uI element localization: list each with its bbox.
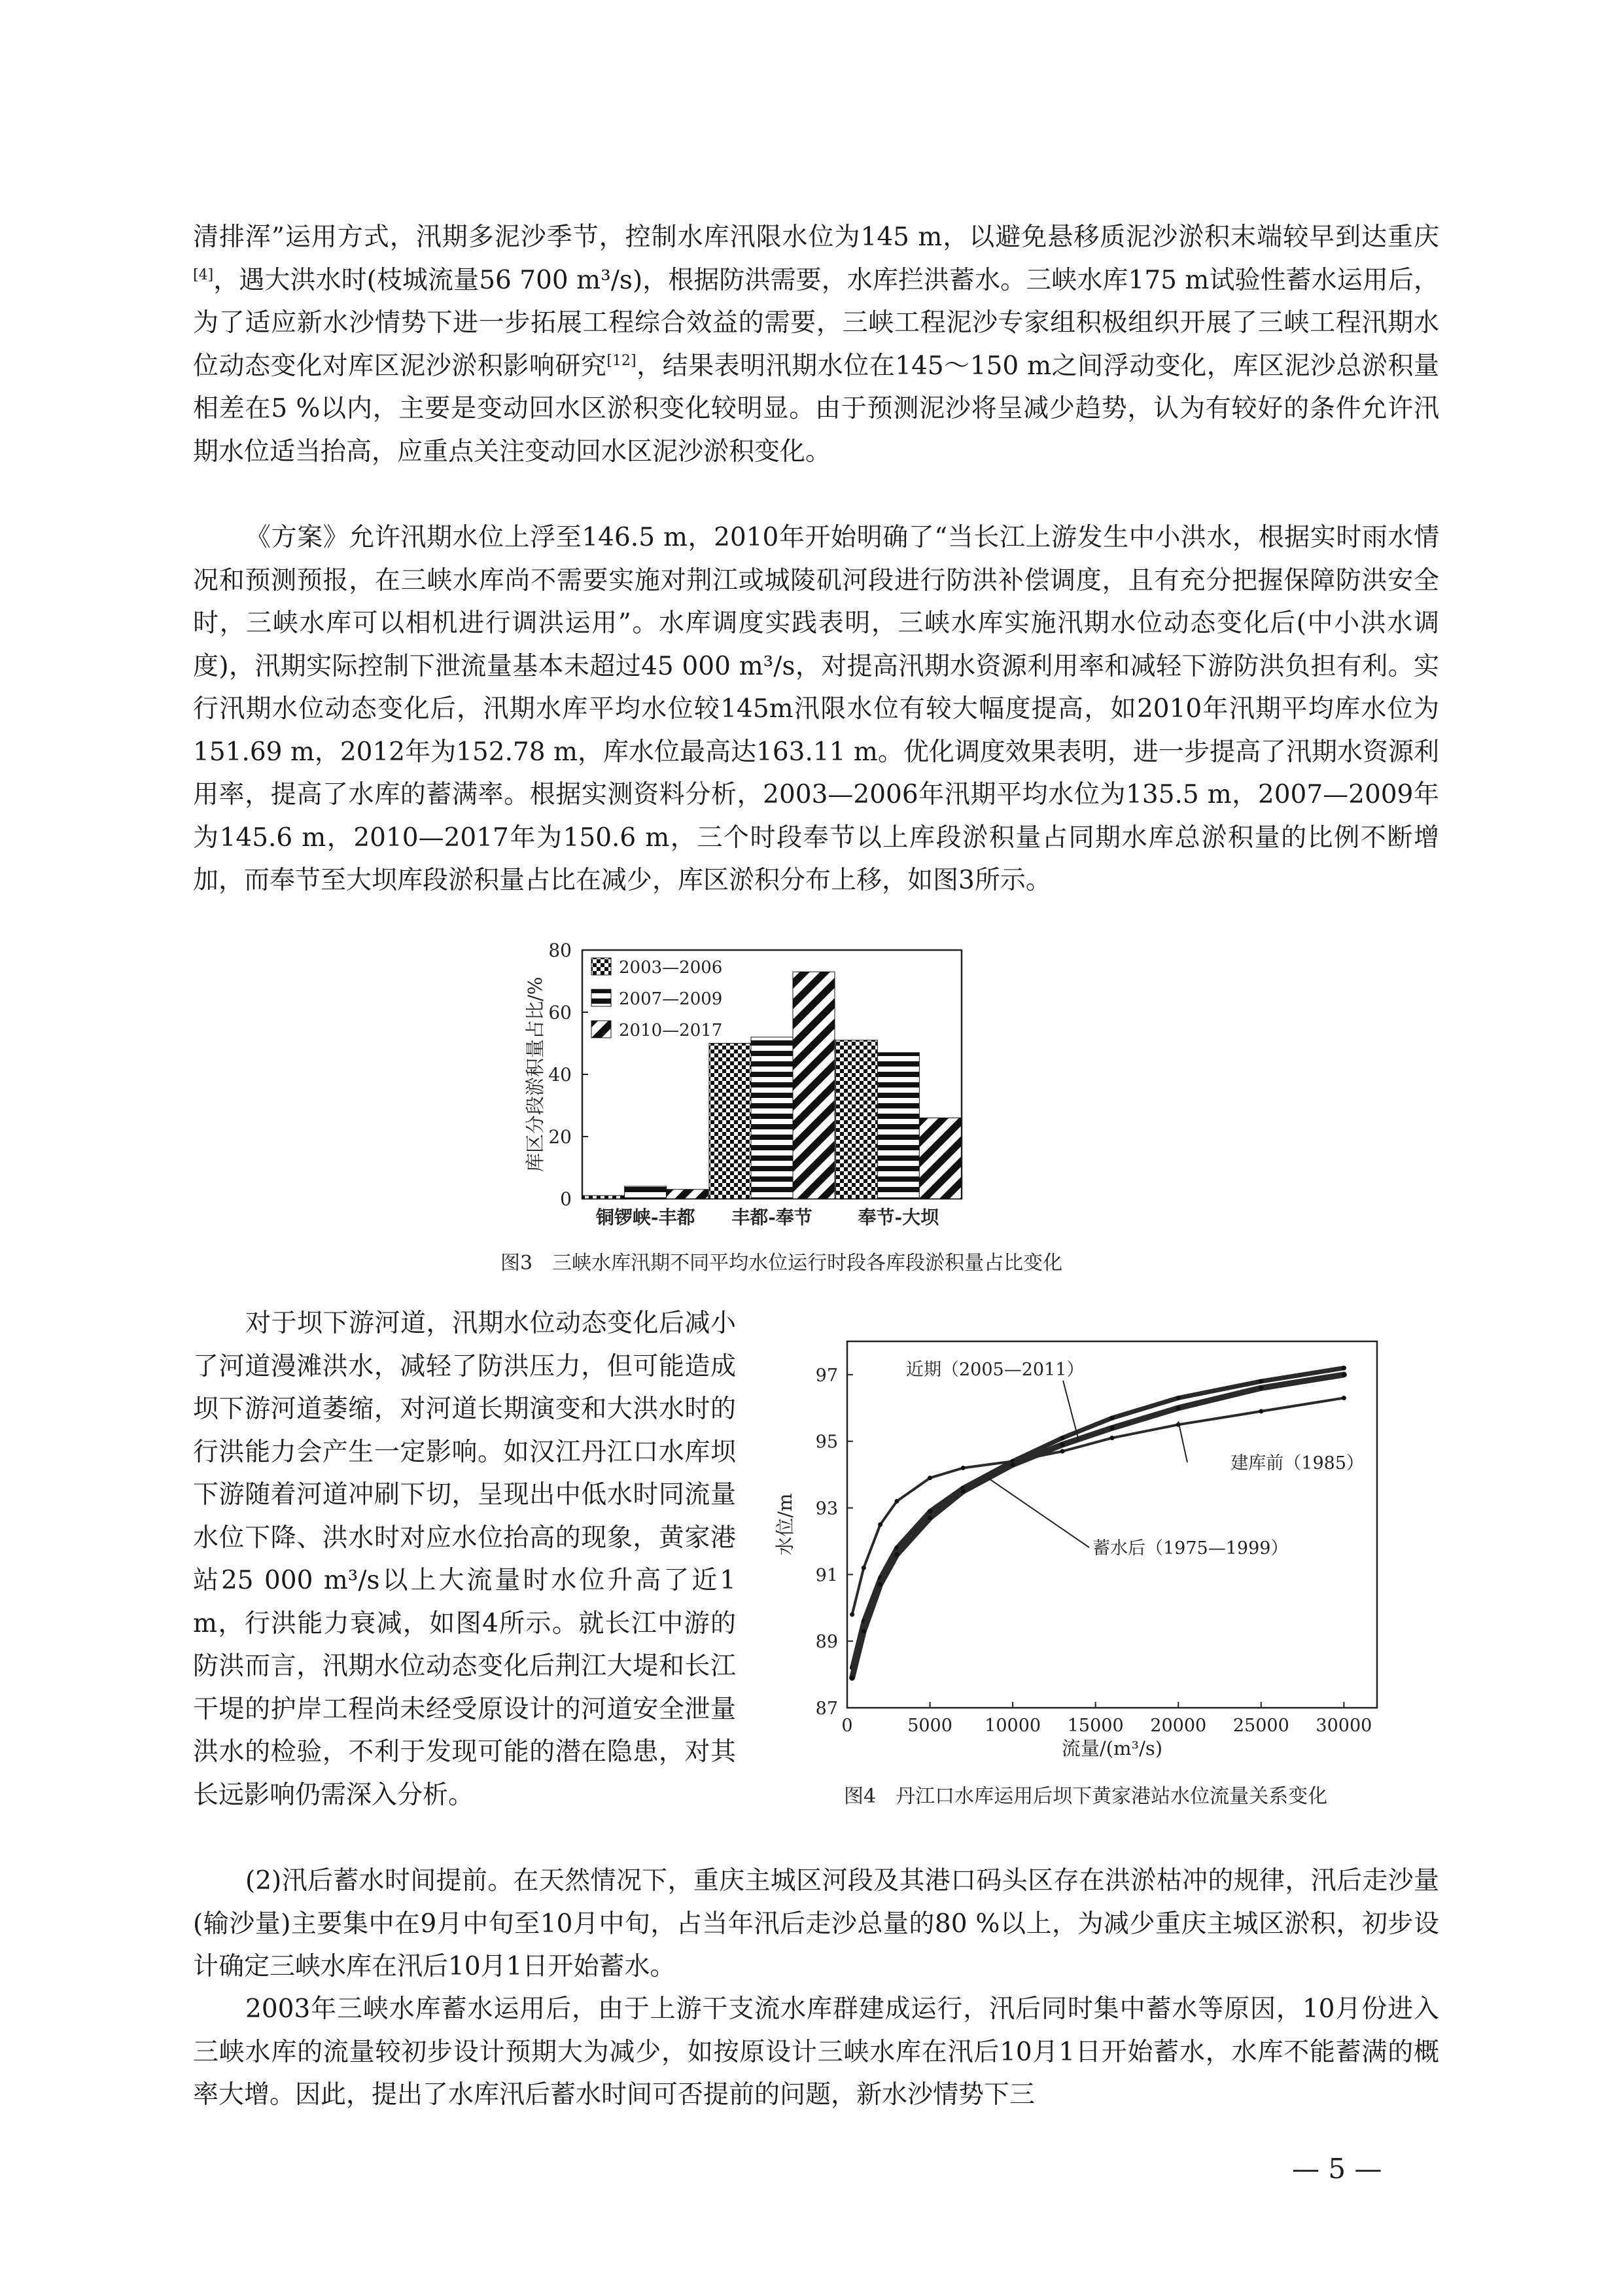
- figure-3-caption: 图3 三峡水库汛期不同平均水位运行时段各库段淤积量占比变化: [500, 1252, 1063, 1275]
- figure-4-caption: 图4 丹江口水库运用后坝下黄家港站水位流量关系变化: [844, 1785, 1328, 1808]
- fig3-bar: [583, 1195, 625, 1199]
- fig4-ytick-label: 97: [815, 1365, 838, 1386]
- fig3-legend-swatch: [591, 958, 611, 975]
- fig3-ytick-label: 20: [548, 1126, 572, 1148]
- fig3-bar: [667, 1190, 708, 1199]
- fig4-x-axis-title: 流量/(m³/s): [1061, 1737, 1163, 1759]
- fig4-series-curve: [852, 1368, 1344, 1668]
- fig3-bar: [709, 1044, 751, 1199]
- fig4-xtick-label: 0: [841, 1716, 853, 1736]
- fig3-xtick-label: 丰都-奉节: [731, 1207, 812, 1228]
- fig4-data-point: [1342, 1366, 1346, 1370]
- fig3-legend-label: 2003—2006: [619, 958, 723, 978]
- fig4-xtick-label: 5000: [907, 1716, 952, 1736]
- paragraph-2: 《方案》允许汛期水位上浮至146.5 m，2010年开始明确了“当长江上游发生中小洪水，根据实时雨水情况和预测预报，在三峡水库尚不需要实施对荆江或城陵矶河段进行防洪补偿调度，且有充分把握保障防洪安全时，三峡水库可以相机进行调洪运用”。水库调度实践表明，三峡水库实施汛期水位动态变化后(中小洪水调度)，汛期实际控制下泄流量基本未超过45 000 m³/s，对提高汛期水资源利用率和减轻下游防洪负担有利。实行汛期水位动态变化后，汛期水库平均水位较145m汛限水位有较大幅度提高，如2010年汛期平均库水位为151.69 m，2012年为152.78 m，库水位最高达163.11 m。优化调度效果表明，进一步提高了汛期水资源利用率，提高了水库的蓄满率。根据实测资料分析，2003—2006年汛期平均水位为135.5 m，2007—2009年为145.6 m，2010—2017年为150.6 m，三个时段奉节以上库段淤积量占同期水库总淤积量的比例不断增加，而奉节至大坝库段淤积量占比在减少，库区淤积分布上移，如图3所示。: [193, 523, 1439, 895]
- fig3-ytick-label: 0: [560, 1188, 572, 1210]
- fig4-annotation-pre-dam-leader: [1178, 1421, 1187, 1462]
- fig4-data-point: [1060, 1442, 1065, 1447]
- fig3-legend-label: 2010—2017: [619, 1021, 723, 1040]
- fig4-data-point: [850, 1676, 854, 1680]
- fig4-ytick-label: 93: [815, 1498, 838, 1519]
- fig4-ytick-label: 89: [815, 1632, 838, 1653]
- fig4-data-point: [1259, 1386, 1263, 1390]
- fig4-y-axis-title: 水位/m: [774, 1493, 796, 1556]
- fig3-bar: [793, 972, 835, 1199]
- paragraph-1: [193, 216, 1439, 473]
- paragraph-1-text-b: ，遇大洪水时(枝城流量56 700 m³/s)，根据防洪需要，水库拦洪蓄水。三峡水库175 m试验性蓄水运用后，为了适应新水沙情势下进一步拓展工程综合效益的需要，三峡工程泥沙专家组积极组织开展了三峡工程汛期水位动态变化对库区泥沙淤积影响研究: [193, 265, 1439, 381]
- fig3-bar: [919, 1118, 961, 1199]
- fig4-xtick-label: 20000: [1150, 1716, 1207, 1736]
- paragraph-4: (2)汛后蓄水时间提前。在天然情况下，重庆主城区河段及其港口码头区存在洪淤枯冲的规律，汛后走沙量(输沙量)主要集中在9月中旬至10月中旬，占当年汛后走沙总量的80 %以上，为减少重庆主城区淤积，初步设计确定三峡水库在汛后10月1日开始蓄水。: [193, 1866, 1439, 1981]
- fig3-bar: [625, 1186, 667, 1199]
- fig4-data-point: [1060, 1436, 1065, 1440]
- fig3-legend-swatch: [591, 989, 611, 1006]
- fig3-xtick-label: 奉节-大坝: [858, 1207, 939, 1228]
- fig3-xtick-label: 铜锣峡-丰都: [595, 1207, 695, 1228]
- fig4-annotation-impounded-leader: [988, 1478, 1089, 1547]
- fig4-data-point: [878, 1582, 882, 1587]
- fig4-data-point: [862, 1629, 866, 1633]
- fig3-bar: [751, 1037, 793, 1199]
- fig3-ytick-label: 60: [548, 1002, 572, 1023]
- fig4-data-point: [928, 1475, 932, 1480]
- fig4-data-point: [1176, 1396, 1181, 1400]
- fig4-annotation-recent: 近期（2005—2011）: [906, 1360, 1085, 1380]
- figure-4-rating-curve-chart: [765, 1328, 1433, 1786]
- fig4-data-point: [961, 1466, 966, 1470]
- fig4-data-point: [1259, 1379, 1263, 1384]
- fig4-ytick-label: 87: [815, 1699, 838, 1719]
- fig4-annotation-impounded: 蓄水后（1975—1999）: [1092, 1538, 1289, 1559]
- figure-3-bar-chart: [510, 936, 1164, 1250]
- fig4-ytick-label: 95: [815, 1432, 838, 1453]
- citation-4[interactable]: [4]: [193, 266, 214, 283]
- fig4-data-point: [894, 1552, 899, 1557]
- fig4-data-point: [1110, 1416, 1115, 1421]
- fig4-data-point: [1176, 1405, 1181, 1410]
- fig3-legend-label: 2007—2009: [619, 989, 723, 1009]
- fig3-y-axis-title: 库区分段淤积量占比/%: [524, 976, 546, 1173]
- fig4-data-point: [1342, 1396, 1346, 1400]
- fig4-data-point: [1110, 1436, 1115, 1440]
- fig4-data-point: [961, 1489, 966, 1494]
- fig4-data-point: [862, 1566, 866, 1570]
- fig4-series-curve: [852, 1375, 1344, 1678]
- fig4-data-point: [1259, 1409, 1263, 1413]
- fig3-bar: [835, 1040, 877, 1199]
- page-number: — 5 —: [1292, 2153, 1382, 2185]
- fig4-ytick-label: 91: [815, 1565, 838, 1586]
- fig4-data-point: [878, 1523, 882, 1527]
- fig4-data-point: [1110, 1426, 1115, 1430]
- paragraph-3: 对于坝下游河道，汛期水位动态变化后减小了河道漫滩洪水，减轻了防洪压力，但可能造成坝下游河道萎缩，对河道长期演变和大洪水时的行洪能力会产生一定影响。如汉江丹江口水库坝下游随着河道冲刷下切，呈现出中低水时同流量水位下降、洪水时对应水位抬高的现象，黄家港站25 000 m³/s以上大流量时水位升高了近1 m，行洪能力衰减，如图4所示。就长江中游的防洪而言，汛期水位动态变化后荆江大堤和长江干堤的护岸工程尚未经受原设计的河道安全泄量洪水的检验，不利于发现可能的潜在隐患，对其长远影响仍需深入分析。: [193, 1309, 736, 1810]
- fig3-legend-swatch: [591, 1021, 611, 1038]
- paragraph-1-text-a: 清排浑”运用方式，汛期多泥沙季节，控制水库汛限水位为145 m，以避免悬移质泥沙淤积末端较早到达重庆: [193, 222, 1439, 252]
- fig4-data-point: [928, 1515, 932, 1520]
- fig3-ytick-label: 80: [548, 940, 572, 961]
- fig4-data-point: [850, 1612, 854, 1617]
- paragraph-5: 2003年三峡水库蓄水运用后，由于上游干支流水库群建成运行，汛后同时集中蓄水等原因，10月份进入三峡水库的流量较初步设计预期大为减少，如按原设计三峡水库在汛后10月1日开始蓄水，水库不能蓄满的概率大增。因此，提出了水库汛后蓄水时间可否提前的问题，新水沙情势下三: [193, 1994, 1439, 2110]
- fig4-data-point: [1060, 1449, 1065, 1454]
- fig4-data-point: [1011, 1462, 1015, 1467]
- fig3-ytick-label: 40: [548, 1064, 572, 1086]
- fig4-data-point: [894, 1499, 899, 1504]
- fig4-annotation-pre-dam: 建库前（1985）: [1230, 1453, 1364, 1474]
- fig4-xtick-label: 25000: [1232, 1716, 1289, 1736]
- fig4-data-point: [1342, 1372, 1346, 1377]
- citation-12[interactable]: [12]: [606, 352, 637, 369]
- fig4-xtick-label: 10000: [985, 1716, 1041, 1736]
- paragraph-1-text-c: ，结果表明汛期水位在145～150 m之间浮动变化，库区泥沙总淤积量相差在5 %以内，主要是变动回水区淤积变化较明显。由于预测泥沙将呈减少趋势，认为有较好的条件允许汛期水位适当抬高，应重点关注变动回水区泥沙淤积变化。: [193, 351, 1439, 467]
- fig4-xtick-label: 30000: [1316, 1716, 1372, 1736]
- fig3-bar: [877, 1053, 919, 1199]
- fig4-xtick-label: 15000: [1067, 1716, 1124, 1736]
